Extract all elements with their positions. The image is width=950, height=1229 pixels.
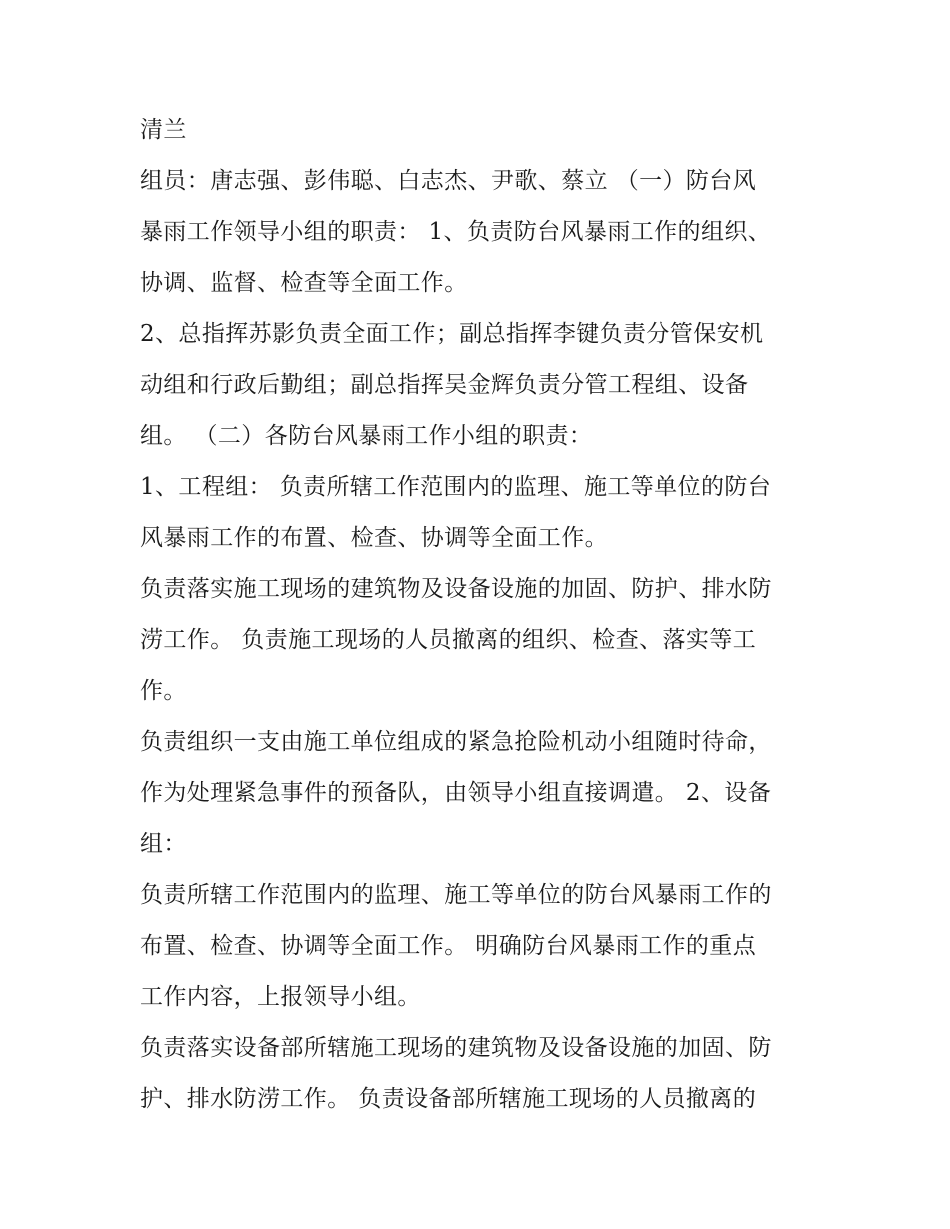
text-line: 作。 bbox=[140, 678, 187, 704]
text-line: 组员：唐志强、彭伟聪、白志杰、尹歌、蔡立 （一）防台风 bbox=[140, 168, 757, 194]
text-line: 2、总指挥苏影负责全面工作；副总指挥李键负责分管保安机 bbox=[140, 321, 764, 347]
text-line: 涝工作。 负责施工现场的人员撤离的组织、检查、落实等工 bbox=[140, 627, 757, 653]
text-line: 作为处理紧急事件的预备队，由领导小组直接调遣。 2、设备 bbox=[140, 780, 772, 806]
text-line: 清兰 bbox=[140, 117, 187, 143]
text-line: 协调、监督、检查等全面工作。 bbox=[140, 270, 468, 296]
text-line: 布置、检查、协调等全面工作。 明确防台风暴雨工作的重点 bbox=[140, 933, 757, 959]
text-line: 负责落实施工现场的建筑物及设备设施的加固、防护、排水防 bbox=[140, 576, 772, 602]
text-line: 工作内容，上报领导小组。 bbox=[140, 984, 421, 1010]
text-line: 组。 （二）各防台风暴雨工作小组的职责： bbox=[140, 423, 593, 449]
document-body bbox=[140, 108, 820, 1128]
text-line: 护、排水防涝工作。 负责设备部所辖施工现场的人员撤离的 bbox=[140, 1086, 757, 1112]
text-line: 1、工程组： 负责所辖工作范围内的监理、施工等单位的防台 bbox=[140, 474, 772, 500]
text-line: 组： bbox=[140, 831, 187, 857]
text-line: 负责组织一支由施工单位组成的紧急抢险机动小组随时待命， bbox=[140, 729, 772, 755]
text-line: 负责落实设备部所辖施工现场的建筑物及设备设施的加固、防 bbox=[140, 1035, 772, 1061]
text-line: 风暴雨工作的布置、检查、协调等全面工作。 bbox=[140, 525, 608, 551]
text-line: 暴雨工作领导小组的职责： 1、负责防台风暴雨工作的组织、 bbox=[140, 219, 772, 245]
text-line: 负责所辖工作范围内的监理、施工等单位的防台风暴雨工作的 bbox=[140, 882, 772, 908]
text-line: 动组和行政后勤组；副总指挥吴金辉负责分管工程组、设备 bbox=[140, 372, 749, 398]
